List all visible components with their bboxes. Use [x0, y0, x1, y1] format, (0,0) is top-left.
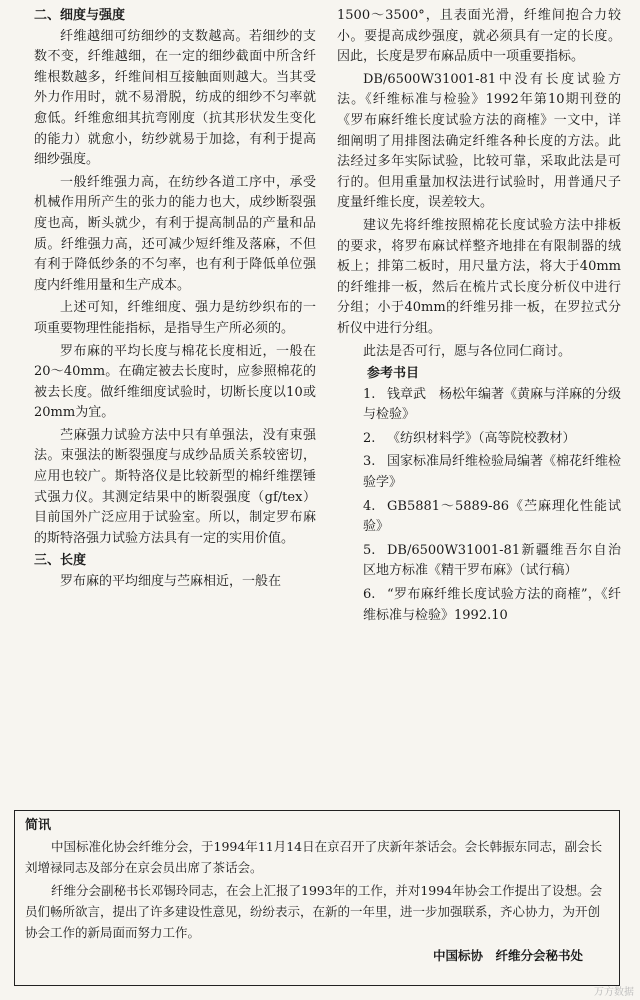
references-heading: 参考书目 — [367, 366, 420, 382]
paragraph: 苎麻强力试验方法中只有单强法，没有束强法。束强法的断裂强度与成纱品质关系较密切，应用也较广。斯特洛仪是比较新型的棉纤维摆锤式强力仪。其测定结果中的断裂强度（gf/tex）目前国外广泛应用于试验室。所以，制定罗布麻的斯特洛强力试验方法具有一定的实用价值。 — [34, 427, 316, 546]
paragraph: 建议先将纤维按照棉花长度试验方法中排板的要求，将罗布麻试样整齐地排在有限制器的绒板上；排第二板时，用尺量方法，将大于40mm的纤维排一板，然后在梳片式长度分析仪中进行分组；小于40mm的纤维另排一板，在罗拉式分析仪中进行分组。 — [337, 217, 621, 336]
news-paragraph: 中国标准化协会纤维分会，于1994年11月14日在京召开了庆新年茶话会。会长韩振东同志，副会长刘增禄同志及部分在京会员出席了茶话会。 — [25, 839, 603, 875]
news-brief-box — [14, 810, 620, 986]
paragraph: 此法是否可行，愿与各位同仁商讨。 — [363, 343, 572, 359]
paragraph: 一般纤维强力高，在纺纱各道工序中，承受机械作用所产生的张力的能力也大，成纱断裂强度也高，断头就少，有利于提高制品的产量和品质。纤维强力高，还可减少短纤维及落麻，不但有利于降低纱条的不匀率，也有利于降低单位强度内纤维用量和生产成本。 — [34, 174, 316, 293]
left-column — [34, 6, 316, 595]
reference-item: 6. “罗布麻纤维长度试验方法的商榷”，《纤维标准与检验》1992.10 — [363, 587, 621, 623]
section-heading-fineness-strength: 二、细度与强度 — [34, 8, 126, 23]
paragraph: 罗布麻的平均细度与苎麻相近，一般在 — [60, 574, 282, 590]
reference-item: 4. GB5881～5889-86《苎麻理化性能试验》 — [363, 498, 621, 535]
reference-item: 1. 钱章武 杨松年编著《黄麻与洋麻的分级与检验》 — [363, 386, 622, 423]
paragraph-continuation: 1500～3500°，且表面光滑，纤维间抱合力较小。要提高成纱强度，就必须具有一定的长度。因此，长度是罗布麻品质中一项重要指标。 — [337, 8, 621, 65]
reference-item: 3. 国家标准局纤维检验局编著《棉花纤维检验学》 — [363, 454, 622, 491]
paragraph: 纤维越细可纺细纱的支数越高。若细纱的支数不变，纤维越细，在一定的细纱截面中所含纤维根数越多，纤维间相互接触面则越大。当其受外力作用时，就不易滑脱，纺成的细纱不匀率就愈低。纤维愈细其抗弯刚度（抗其形状发生变化的能力）就愈小，纺纱就易于加捻，有利于提高细纱强度。 — [34, 28, 316, 168]
paragraph: 上述可知，纤维细度、强力是纺纱织布的一项重要物理性能指标，是指导生产所必须的。 — [34, 300, 316, 336]
reference-item: 2. 《纺织材料学》（高等院校教材） — [363, 430, 576, 446]
right-column — [337, 6, 621, 629]
reference-item: 5. DB/6500W31001-81新疆维吾尔自治区地方标准《精干罗布麻》（试行稿） — [363, 542, 621, 579]
watermark: 万方数据 — [594, 987, 634, 998]
news-paragraph: 纤维分会副秘书长邓锡玲同志，在会上汇报了1993年的工作，并对1994年协会工作提出了设想。会员们畅所欲言，提出了许多建设性意见，纷纷表示，在新的一年里，进一步加强联系，齐心协力，为开创协会工作的新局面而努力工作。 — [25, 883, 603, 940]
news-signature: 中国标协 纤维分会秘书处 — [432, 948, 583, 963]
section-heading-length: 三、长度 — [34, 553, 87, 569]
paragraph: DB/6500W31001-81中没有长度试验方法。《纤维标准与检验》1992年第10期刊登的《罗布麻纤维长度试验方法的商榷》一文中，详细阐明了用排图法确定纤维各种长度的方法。此法经过多年实际试验，比较可靠，采取此法是可行的。但用重量加权法进行试验时，用普通尺子度量纤维长度，误差较大。 — [337, 71, 621, 211]
paragraph: 罗布麻的平均长度与棉花长度相近，一般在20～40mm。在确定被去长度时，应参照棉花的被去长度。做纤维细度试验时，切断长度以10或20mm为宜。 — [34, 343, 316, 421]
news-brief-title: 简讯 — [25, 818, 52, 833]
